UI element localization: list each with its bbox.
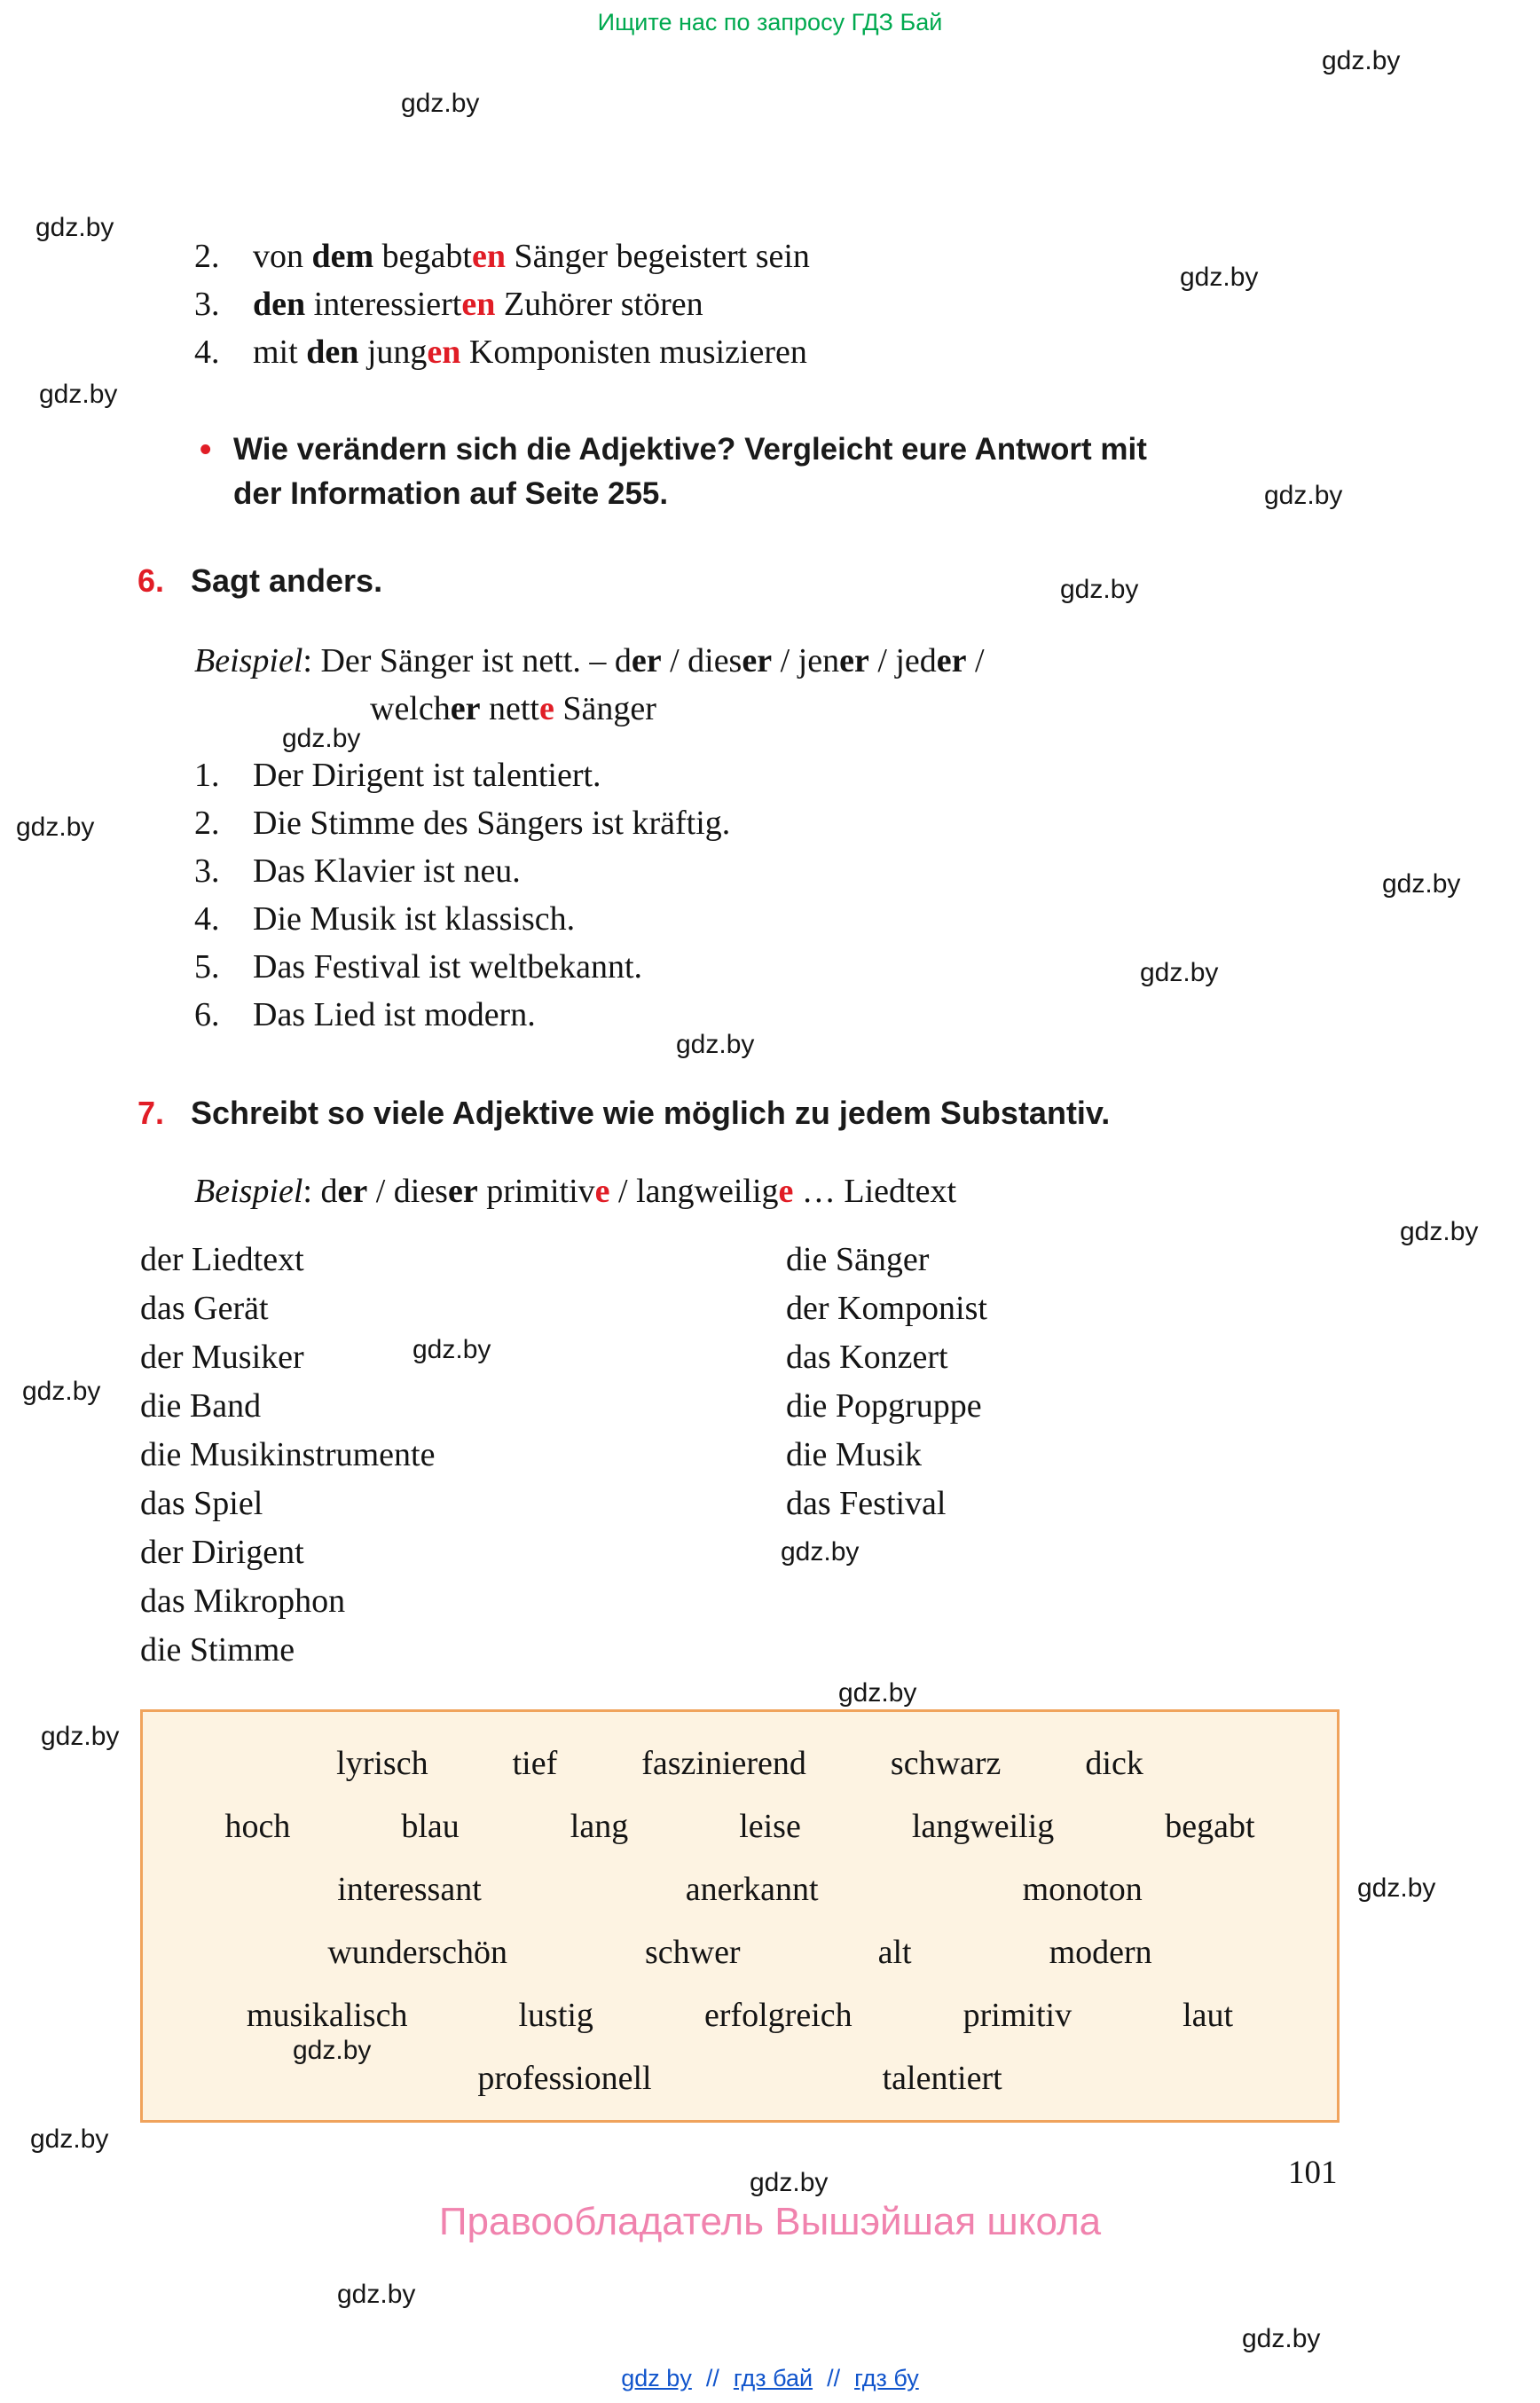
adjective-word: lustig [518, 1996, 593, 2034]
adjective-word: professionell [477, 2059, 652, 2097]
adjective-word: faszinierend [641, 1744, 806, 1782]
gdz-watermark: gdz.by [412, 1335, 491, 1364]
text-segment: en [427, 334, 461, 371]
noun-item: die Stimme [140, 1631, 295, 1669]
adjective-word: primitiv [962, 1996, 1072, 2034]
adjective-word: tief [512, 1744, 558, 1782]
item-text: Der Dirigent ist talentiert. [253, 757, 601, 794]
adjective-word: lyrisch [336, 1744, 428, 1782]
item-number: 4. [194, 900, 220, 938]
adjective-word: wunderschön [327, 1933, 507, 1971]
adjective-word: schwarz [890, 1744, 1002, 1782]
adjective-word: anerkannt [685, 1870, 819, 1908]
item-text [253, 238, 810, 275]
adjective-word: modern [1049, 1933, 1152, 1971]
noun-item: der Liedtext [140, 1241, 304, 1278]
item-number: 5. [194, 948, 220, 986]
exercise5-items [194, 232, 810, 376]
text-segment: er [839, 642, 869, 679]
adjective-word: blau [401, 1807, 460, 1845]
item-text: Das Klavier ist neu. [253, 852, 521, 890]
text-segment: er [447, 1173, 478, 1210]
noun-item: das Spiel [140, 1485, 263, 1522]
text-segment: e [594, 1173, 610, 1210]
noun-item: das Konzert [786, 1339, 948, 1376]
gdz-watermark: gdz.by [401, 89, 480, 118]
text-segment: / langweilig [609, 1173, 779, 1210]
adjective-word: leise [739, 1807, 801, 1845]
note-line: Wie verändern sich die Adjektive? Vergleicht eure Antwort mit [233, 432, 1147, 467]
item-number: 6. [194, 996, 220, 1033]
text-segment: den [253, 286, 306, 323]
item-text [253, 286, 703, 323]
footer-links [0, 2365, 1540, 2392]
item-text: Das Lied ist modern. [253, 996, 536, 1033]
gdz-watermark: gdz.by [676, 1030, 755, 1059]
gdz-watermark: gdz.by [1060, 575, 1139, 604]
adjective-row [143, 1794, 1337, 1857]
adjective-word: begabt [1165, 1807, 1255, 1845]
gdz-watermark: gdz.by [750, 2168, 829, 2197]
noun-item: der Musiker [140, 1339, 304, 1376]
exercise-item [194, 280, 810, 328]
noun-item: das Gerät [140, 1290, 269, 1327]
text-segment: nett [480, 690, 539, 727]
list-item [194, 943, 730, 991]
example-line [370, 685, 985, 733]
item-text: Die Musik ist klassisch. [253, 900, 576, 938]
task7-header [138, 1093, 1110, 1134]
text-segment: / jed [868, 642, 937, 679]
text-segment: den [306, 334, 359, 371]
text-segment: er [936, 642, 967, 679]
noun-item: das Mikrophon [140, 1582, 346, 1620]
item-number: 3. [194, 286, 220, 323]
text-segment: dem [311, 238, 374, 275]
gdz-watermark: gdz.by [1264, 481, 1343, 510]
noun-column-left [140, 1236, 435, 1675]
text-segment: / dies [661, 642, 742, 679]
item-number: 2. [194, 238, 220, 275]
adjective-word: langweilig [911, 1807, 1055, 1845]
adjective-word: lang [570, 1807, 629, 1845]
item-text [253, 334, 807, 371]
gdz-watermark: gdz.by [838, 1678, 917, 1708]
gdz-watermark: gdz.by [293, 2036, 372, 2065]
task6-header [138, 561, 382, 601]
text-segment: / jen [772, 642, 840, 679]
text-segment: en [461, 286, 496, 323]
gdz-watermark: gdz.by [1357, 1873, 1436, 1903]
gdz-watermark: gdz.by [35, 213, 114, 242]
noun-item: der Komponist [786, 1290, 987, 1327]
exercise-item [194, 232, 810, 280]
gdz-watermark: gdz.by [16, 813, 95, 842]
text-segment: : d [302, 1173, 338, 1210]
text-segment: er [631, 642, 662, 679]
text-segment: / dies [367, 1173, 448, 1210]
link-separator: // [705, 2365, 719, 2391]
gdz-watermark: gdz.by [337, 2280, 416, 2309]
gdz-watermark: gdz.by [41, 1722, 120, 1751]
list-item [194, 751, 730, 799]
footer-link[interactable]: гдз бу [854, 2365, 919, 2391]
text-segment: Beispiel [194, 1173, 303, 1210]
top-banner-text: Ищите нас по запросу ГДЗ Бай [597, 9, 943, 35]
gdz-watermark: gdz.by [1322, 46, 1401, 75]
item-number: 2. [194, 805, 220, 842]
noun-item: die Popgruppe [786, 1387, 982, 1425]
noun-item: der Dirigent [140, 1534, 304, 1571]
adjective-row [143, 1732, 1337, 1794]
gdz-watermark: gdz.by [282, 724, 361, 753]
footer-link[interactable]: gdz by [621, 2365, 692, 2391]
text-segment: : Der Sänger ist nett. – d [302, 642, 632, 679]
bullet-icon: • [200, 431, 212, 468]
task7-example [194, 1167, 956, 1215]
text-segment: Zuhörer stören [495, 286, 703, 323]
task-number: 7. [138, 1095, 165, 1131]
task-number: 6. [138, 562, 165, 599]
text-segment: e [778, 1173, 794, 1210]
note-text [233, 428, 1147, 516]
text-segment: Sänger [554, 690, 656, 727]
exercise-item [194, 328, 810, 376]
adjective-word: monoton [1022, 1870, 1143, 1908]
task6-item-list [194, 751, 730, 1039]
list-item [194, 799, 730, 847]
task-title: Schreibt so viele Adjektive wie möglich zu jedem Substantiv. [191, 1095, 1111, 1131]
text-segment: primitiv [477, 1173, 595, 1210]
adjective-row [143, 1857, 1337, 1920]
noun-item: die Musik [786, 1436, 923, 1473]
gdz-watermark: gdz.by [30, 2124, 109, 2154]
example-line [194, 1167, 956, 1215]
footer-link[interactable]: гдз бай [733, 2365, 813, 2391]
gdz-watermark: gdz.by [1400, 1217, 1479, 1246]
gdz-watermark: gdz.by [1180, 263, 1259, 292]
text-segment: jung [358, 334, 428, 371]
noun-item: die Musikinstrumente [140, 1436, 436, 1473]
copyright-line: Правообладатель Вышэйшая школа [438, 2200, 1102, 2243]
noun-item: die Sänger [786, 1241, 930, 1278]
text-segment: … Liedtext [793, 1173, 957, 1210]
adjective-word: alt [877, 1933, 912, 1971]
gdz-watermark: gdz.by [781, 1537, 860, 1567]
gdz-watermark: gdz.by [1382, 869, 1461, 899]
text-segment: e [538, 690, 554, 727]
text-segment: er [337, 1173, 368, 1210]
note-line: der Information auf Seite 255. [233, 476, 669, 511]
task6-example [194, 637, 985, 733]
noun-item: die Band [140, 1387, 262, 1425]
adjective-word: dick [1085, 1744, 1143, 1782]
adjective-row [143, 1920, 1337, 1983]
noun-column-right [786, 1236, 987, 1528]
text-segment: / [966, 642, 985, 679]
adjective-word: talentiert [882, 2059, 1002, 2097]
list-item [194, 991, 730, 1039]
adjective-question-note [200, 428, 1147, 516]
task-title: Sagt anders. [191, 562, 383, 599]
text-segment: Sänger begeistert sein [505, 238, 810, 275]
text-segment: mit [253, 334, 307, 371]
item-text: Das Festival ist weltbekannt. [253, 948, 643, 986]
text-segment: von [253, 238, 312, 275]
gdz-watermark: gdz.by [22, 1377, 101, 1406]
item-number: 4. [194, 334, 220, 371]
text-segment: Komponisten musizieren [460, 334, 807, 371]
text-segment: er [742, 642, 773, 679]
gdz-watermark: gdz.by [39, 380, 118, 409]
gdz-watermark: gdz.by [1242, 2324, 1321, 2353]
item-number: 3. [194, 852, 220, 890]
adjective-word: schwer [644, 1933, 741, 1971]
list-item [194, 895, 730, 943]
list-item [194, 847, 730, 895]
adjective-word: laut [1182, 1996, 1234, 2034]
item-number: 1. [194, 757, 220, 794]
page-number: 101 [1288, 2155, 1338, 2191]
text-segment: en [471, 238, 506, 275]
text-segment: Beispiel [194, 642, 303, 679]
noun-item: das Festival [786, 1485, 947, 1522]
text-segment: interessiert [305, 286, 462, 323]
text-segment: welch [370, 690, 451, 727]
adjective-word: musikalisch [246, 1996, 408, 2034]
example-line [194, 637, 985, 685]
gdz-watermark: gdz.by [1140, 958, 1219, 987]
adjective-word: erfolgreich [703, 1996, 852, 2034]
adjective-word: interessant [337, 1870, 482, 1908]
text-segment: begabt [373, 238, 472, 275]
adjective-word: hoch [224, 1807, 291, 1845]
link-separator: // [827, 2365, 841, 2391]
item-text: Die Stimme des Sängers ist kräftig. [253, 805, 731, 842]
text-segment: er [450, 690, 481, 727]
